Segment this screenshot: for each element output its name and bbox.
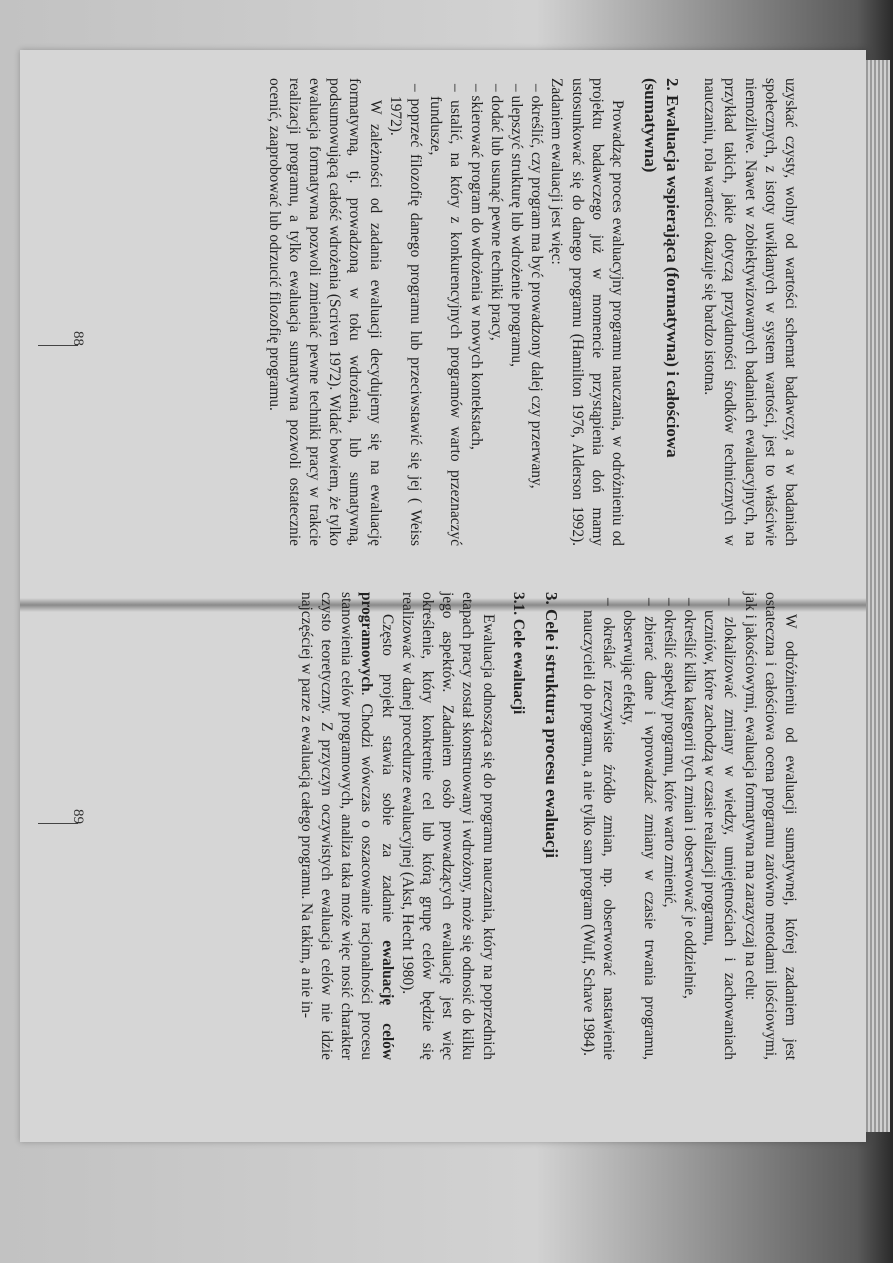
text-run: . Chodzi wówczas o oszacowanie racjonalności procesu stanowienia celów programowych, analiza taka może więc nosić charakter czysto teoretyczny. Z przyczyn oczywistych ewaluacja celów nie idzie najczęściej w parze z ewaluacją całego programu. Na takim, a nie in-	[297, 592, 376, 1060]
intro-paragraph: uzyskać czysty, wolny od wartości schemat badawczy, a w badaniach społecznych, z istoty uwikłanych w system wartości, jest to właściwie niemożliwe. Nawet w zobiektywizowanych badaniach ewaluacyjnych, na przykład takich, jakie dotyczą przydatności środków technicznych w nauczaniu, rola wartości okazuje się bardzo istotna.	[701, 78, 799, 546]
page-edges	[866, 60, 890, 1132]
page-number: 89	[70, 809, 86, 824]
list-item: – zlokalizować zmiany w wiedzy, umiejętnościach i zachowaniach uczniów, które zachodzą w czasie realizacji programu,	[699, 592, 739, 1060]
subsection-heading: 3.1. Cele ewaluacji	[509, 592, 527, 715]
page-number: 88	[70, 331, 86, 346]
list-item: – określić aspekty programu, które warto zmienić,	[659, 592, 679, 1060]
section-heading-2: 2. Ewaluacja wspierająca (formatywna) i całościowa (sumatywna)	[640, 78, 682, 458]
list-item: – określić kilka kategorii tych zmian i obserwować je oddzielnie,	[679, 592, 699, 1060]
section-heading-3: 3. Cele i struktura procesu ewaluacji	[541, 592, 561, 858]
list-item: – zbierać dane i wprowadzać zmiany w czasie trwania programu, obserwując efekty,	[618, 592, 658, 1060]
list-item: – dodać lub usunąć pewne techniki pracy,	[486, 78, 506, 546]
paragraph: Prowadząc proces ewaluacyjny programu nauczania, w odróżnieniu od projektu badawczego już w momencie przystąpienia doń mamy ustosunkować się do danego programu (Hamilton 1976, Alderson 1992). Zadaniem ewaluacji jest więc:	[548, 78, 626, 546]
paragraph	[296, 592, 397, 1060]
paragraph: W odróżnieniu od ewaluacji sumatywnej, której zadaniem jest ostateczna i całościowa ocena programu zarówno metodami ilościowymi, jak i jakościowymi, ewaluacja formatywna ma zarazyczaj na celu:	[741, 592, 799, 1060]
page-88	[110, 78, 800, 546]
page-89	[110, 592, 800, 1060]
list-item: – poprzeć filozofię danego programu lub przeciwstawić się jej ( Weiss 1972).	[385, 78, 425, 546]
text-run: Często projekt stawia sobie za zadanie	[378, 614, 396, 941]
bold-term: ewaluację celów programowych	[358, 592, 396, 1060]
task-list	[385, 78, 547, 546]
goals-list	[578, 592, 740, 1060]
paragraph: W zależności od zadania ewaluacji decydujemy się na ewaluację formatywną, tj. prowadzoną w toku wdrożenia, lub sumatywną, podsumowującą całość wdrożenia (Scriven 1972). Widać bowiem, że tylko ewaluacja formatywna pozwoli zmieniać pewne techniki pracy w trakcie realizacji programu, a tylko ewaluacja sumatywna pozwoli ostatecznie ocenić, zaaprobować lub odrzucić filozofię programu.	[265, 78, 384, 546]
list-item: – określić, czy program ma być prowadzony dalej czy przerwany,	[526, 78, 546, 546]
paragraph: Ewaluacja odnosząca się do programu nauczania, który na poprzednich etapach pracy został skonstruowany i wdrożony, może się odnosić do kilku jego aspektów. Zadaniem osób prowadzących ewaluację jest więc określenie, który konkretnie cel lub którą grupę celów będzie się realizować w danej procedurze ewaluacyjnej (Akst, Hecht 1980).	[398, 592, 497, 1060]
list-item: – określać rzeczywiste źródło zmian, np. obserwować nastawienie nauczycieli do programu, a nie tylko sam program (Wulf, Schave 1984).	[578, 592, 618, 1060]
list-item: – ustalić, na który z konkurencyjnych programów warto przeznaczyć fundusze,	[425, 78, 465, 546]
list-item: – skierować program do wdrożenia w nowych kontekstach,	[465, 78, 485, 546]
list-item: – ulepszyć strukturę lub wdrożenie programu,	[506, 78, 526, 546]
